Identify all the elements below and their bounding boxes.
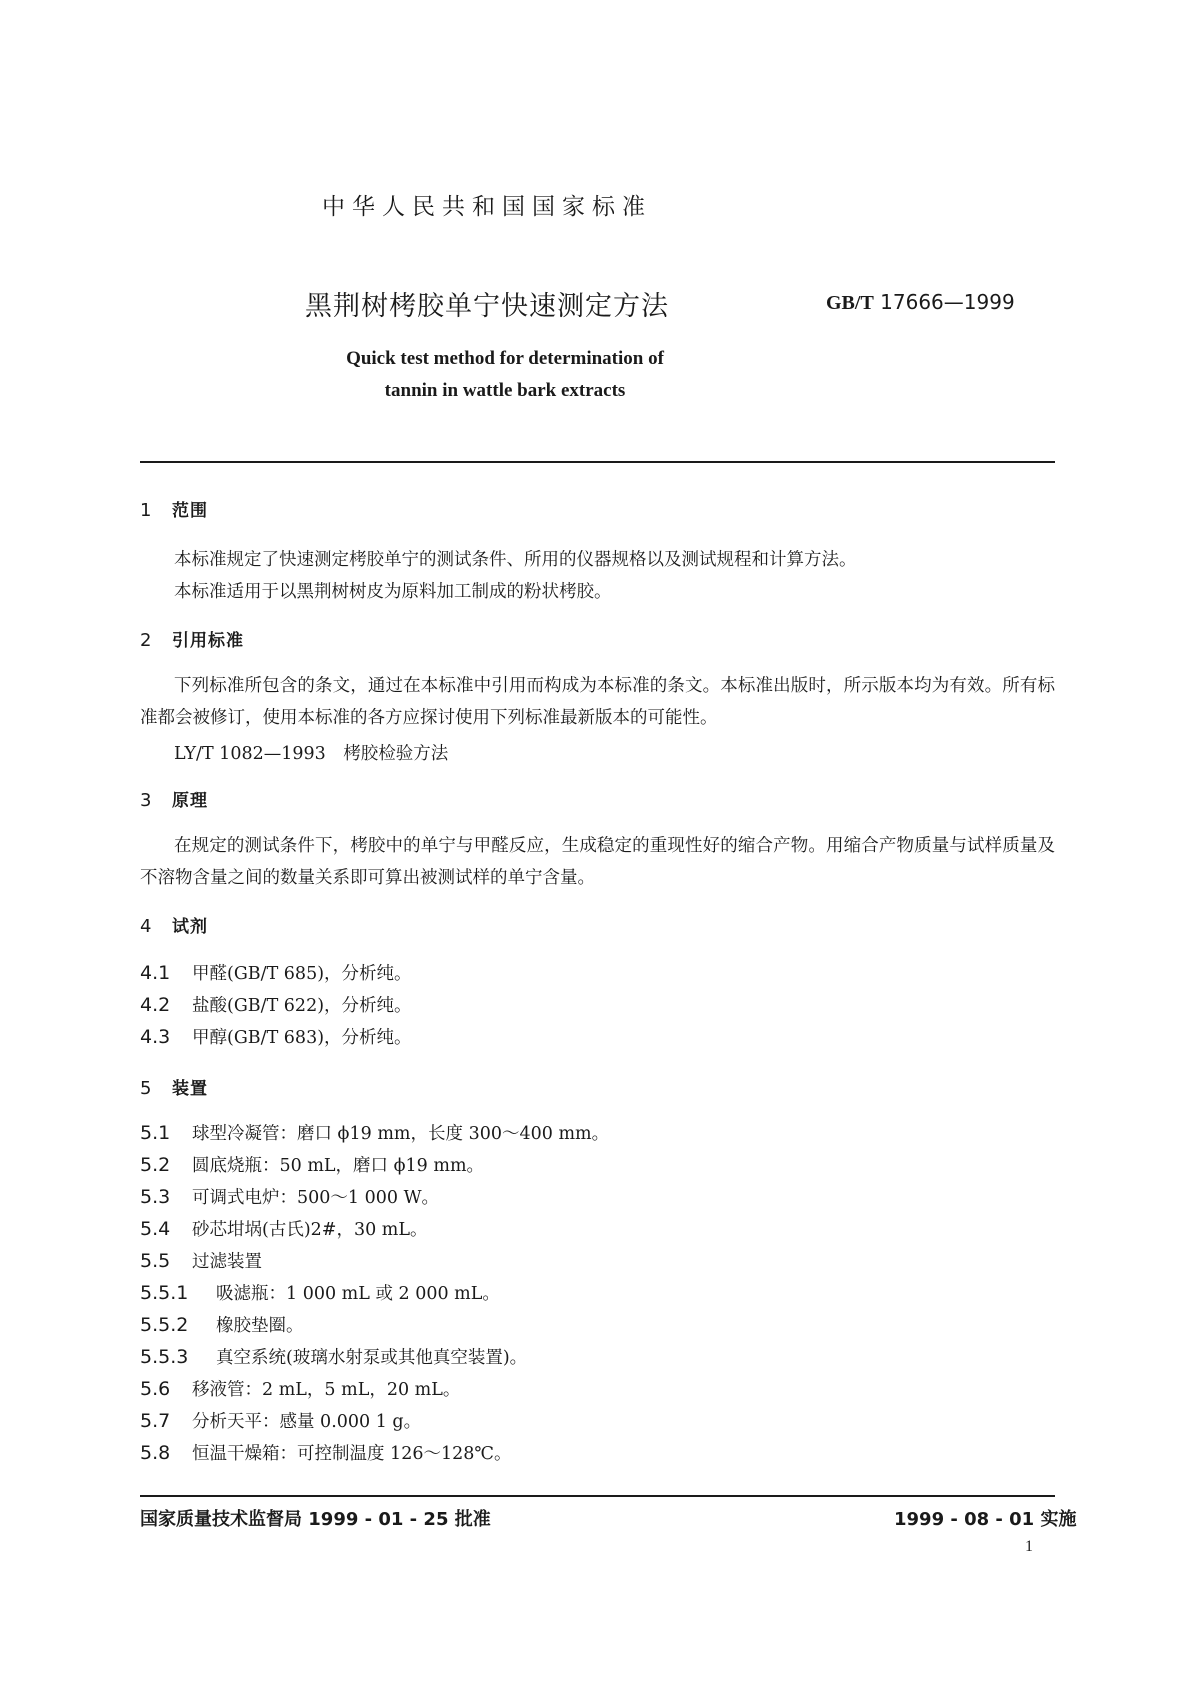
- english-title-line-2: tannin in wattle bark extracts: [384, 380, 626, 401]
- item-text: 移液管：2 mL，5 mL，20 mL。: [192, 1380, 461, 1400]
- standard-code: GB/T: [826, 292, 874, 314]
- bottom-divider: [140, 1495, 1055, 1497]
- section-3-heading: [140, 786, 208, 811]
- section-label: 试剂: [172, 917, 208, 937]
- section-label: 引用标准: [172, 631, 244, 651]
- list-item: [140, 1120, 609, 1145]
- national-standard-header: 中华人民共和国国家标准: [322, 194, 652, 220]
- item-number: 5.8: [140, 1442, 171, 1464]
- section-label: 装置: [172, 1079, 208, 1099]
- top-divider: [140, 461, 1055, 463]
- item-text: 甲醇(GB/T 683)，分析纯。: [192, 1028, 412, 1048]
- item-text: 分析天平：感量 0.000 1 g。: [192, 1412, 422, 1432]
- list-item: [140, 960, 412, 985]
- section-number: 2: [140, 630, 152, 651]
- approval-line: 国家质量技术监督局 1999 - 01 - 25 批准: [140, 1509, 491, 1530]
- item-number: 5.2: [140, 1154, 171, 1176]
- item-number: 5.6: [140, 1378, 171, 1400]
- list-item: [140, 1248, 262, 1273]
- item-text: 吸滤瓶：1 000 mL 或 2 000 mL。: [216, 1284, 500, 1304]
- section-3-paragraph-1: 在规定的测试条件下，栲胶中的单宁与甲醛反应，生成稳定的重现性好的缩合产物。用缩合产物质量与试样质量及不溶物含量之间的数量关系即可算出被测试样的单宁含量。: [140, 836, 1055, 888]
- section-1-paragraph-1: 本标准规定了快速测定栲胶单宁的测试条件、所用的仪器规格以及测试规程和计算方法。: [174, 550, 857, 570]
- list-item: [140, 1440, 511, 1465]
- section-number: 4: [140, 916, 152, 937]
- item-text: 圆底烧瓶：50 mL，磨口 ϕ19 mm。: [192, 1156, 485, 1176]
- section-4-heading: [140, 912, 208, 937]
- section-label: 原理: [172, 791, 208, 811]
- list-item: [140, 992, 412, 1017]
- section-2-reference: LY/T 1082—1993 栲胶检验方法: [174, 744, 449, 764]
- list-item: [140, 1376, 460, 1401]
- item-text: 橡胶垫圈。: [216, 1316, 304, 1336]
- page-number: 1: [1025, 1538, 1033, 1555]
- document-title: 黑荆树栲胶单宁快速测定方法: [305, 291, 669, 322]
- list-item: [140, 1184, 439, 1209]
- section-label: 范围: [172, 501, 208, 521]
- list-item: [140, 1408, 421, 1433]
- list-item: [140, 1280, 500, 1305]
- section-number: 1: [140, 500, 152, 521]
- item-text: 甲醛(GB/T 685)，分析纯。: [192, 964, 412, 984]
- list-item: [140, 1312, 304, 1337]
- item-number: 5.5.2: [140, 1314, 189, 1336]
- list-item: [140, 1152, 484, 1177]
- item-text: 真空系统(玻璃水射泵或其他真空装置)。: [216, 1348, 528, 1368]
- item-text: 砂芯坩埚(古氏)2#，30 mL。: [192, 1220, 428, 1240]
- section-2-heading: [140, 626, 244, 651]
- section-1-heading: [140, 496, 208, 521]
- item-number: 5.4: [140, 1218, 171, 1240]
- item-text: 盐酸(GB/T 622)，分析纯。: [192, 996, 412, 1016]
- list-item: [140, 1024, 412, 1049]
- english-title-line-1: Quick test method for determination of: [346, 348, 664, 369]
- section-2-paragraph-1: 下列标准所包含的条文，通过在本标准中引用而构成为本标准的条文。本标准出版时，所示版本均为有效。所有标准都会被修订，使用本标准的各方应探讨使用下列标准最新版本的可能性。: [140, 676, 1055, 728]
- item-text: 过滤装置: [192, 1252, 262, 1272]
- list-item: [140, 1216, 428, 1241]
- item-number: 5.5.3: [140, 1346, 189, 1368]
- section-number: 3: [140, 790, 152, 811]
- effective-date: 1999 - 08 - 01 实施: [894, 1509, 1077, 1530]
- item-number: 4.1: [140, 962, 171, 984]
- item-number: 4.2: [140, 994, 171, 1016]
- item-text: 恒温干燥箱：可控制温度 126～128℃。: [192, 1444, 512, 1464]
- section-number: 5: [140, 1078, 152, 1099]
- section-1-paragraph-2: 本标准适用于以黑荆树树皮为原料加工制成的粉状栲胶。: [174, 582, 612, 602]
- item-number: 5.3: [140, 1186, 171, 1208]
- standard-number: [826, 290, 1015, 315]
- item-number: 5.5: [140, 1250, 171, 1272]
- item-number: 5.5.1: [140, 1282, 189, 1304]
- item-number: 5.1: [140, 1122, 171, 1144]
- item-number: 5.7: [140, 1410, 171, 1432]
- section-5-heading: [140, 1074, 208, 1099]
- item-number: 4.3: [140, 1026, 171, 1048]
- item-text: 球型冷凝管：磨口 ϕ19 mm，长度 300～400 mm。: [192, 1124, 610, 1144]
- standard-year-number: 17666—1999: [880, 290, 1015, 314]
- list-item: [140, 1344, 527, 1369]
- item-text: 可调式电炉：500～1 000 W。: [192, 1188, 440, 1208]
